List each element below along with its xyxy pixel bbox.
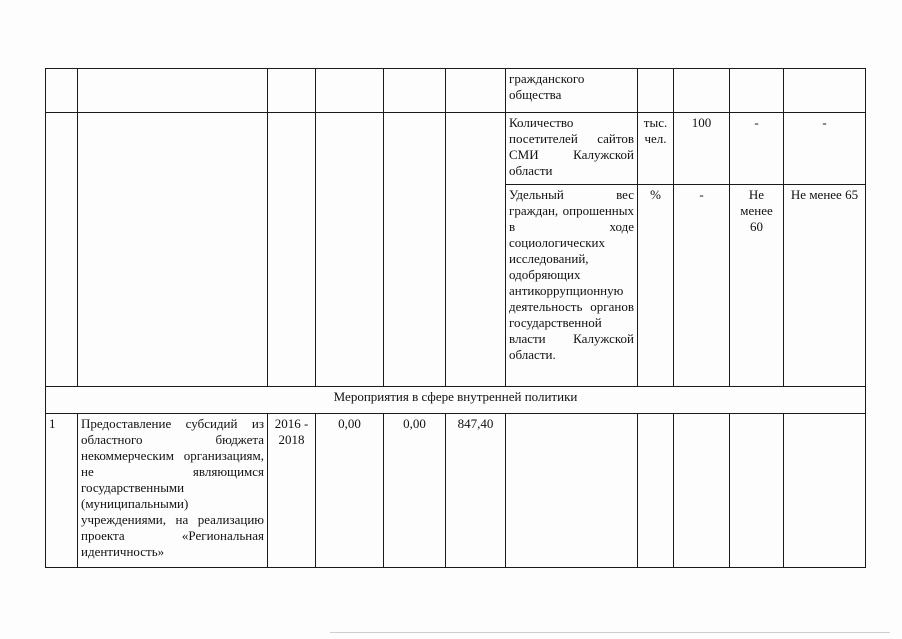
cell-amount-3 — [446, 69, 506, 113]
cell-value-2 — [730, 69, 784, 113]
cell-period — [268, 414, 316, 568]
cell-number — [46, 414, 78, 568]
cell-indicator — [506, 414, 638, 568]
cell-measure — [78, 69, 268, 113]
cell-amount-1 — [316, 414, 384, 568]
cell-number — [46, 113, 78, 387]
cell-indicator — [506, 185, 638, 387]
value-text: - — [699, 187, 704, 202]
table-row — [46, 69, 866, 113]
period-text: 2016 - 2018 — [274, 416, 309, 447]
measure-text: Предоставление субсидий из областного бюджета некоммерческим организациям, не являющимся государственными (муниципальными) учреждениями, на реализацию проекта «Региональная идентичность» — [81, 416, 264, 559]
cell-value-3 — [784, 414, 866, 568]
cell-value-1 — [674, 113, 730, 185]
program-indicators-table — [45, 68, 866, 568]
value-text: Не менее 60 — [740, 187, 773, 234]
value-text: - — [754, 115, 759, 130]
amount-text: 0,00 — [403, 416, 426, 431]
cell-amount-3 — [446, 414, 506, 568]
indicator-text: гражданского общества — [509, 71, 585, 102]
cell-amount-2 — [384, 113, 446, 387]
section-heading-row — [46, 387, 866, 414]
cell-unit — [638, 185, 674, 387]
cell-unit — [638, 414, 674, 568]
cell-value-1 — [674, 185, 730, 387]
section-heading-cell — [46, 387, 866, 414]
cell-value-1 — [674, 69, 730, 113]
amount-text: 0,00 — [338, 416, 361, 431]
cell-measure — [78, 113, 268, 387]
value-text: - — [822, 115, 827, 130]
table-row — [46, 113, 866, 185]
amount-text: 847,40 — [457, 416, 494, 431]
scan-artifact-line — [330, 632, 890, 633]
cell-period — [268, 69, 316, 113]
section-title: Мероприятия в сфере внутренней политики — [333, 389, 578, 404]
value-text: Не менее 65 — [790, 187, 859, 202]
indicator-text: Количество посетителей сайтов СМИ Калужской области — [509, 115, 634, 178]
cell-indicator — [506, 69, 638, 113]
cell-number — [46, 69, 78, 113]
cell-indicator — [506, 113, 638, 185]
cell-amount-1 — [316, 69, 384, 113]
unit-text: тыс. чел. — [643, 115, 668, 146]
cell-measure — [78, 414, 268, 568]
cell-period — [268, 113, 316, 387]
indicator-text: Удельный вес граждан, опрошенных в ходе социологических исследований, одобряющих антикоррупционную деятельность органов государственной власти Калужской области. — [509, 187, 634, 362]
cell-amount-2 — [384, 69, 446, 113]
cell-amount-2 — [384, 414, 446, 568]
cell-unit — [638, 113, 674, 185]
cell-value-2 — [730, 414, 784, 568]
unit-text: % — [650, 187, 661, 202]
cell-value-3 — [784, 113, 866, 185]
cell-value-3 — [784, 69, 866, 113]
row-number: 1 — [49, 416, 56, 431]
cell-amount-3 — [446, 113, 506, 387]
cell-unit — [638, 69, 674, 113]
cell-value-2 — [730, 113, 784, 185]
value-text: 100 — [691, 115, 712, 130]
cell-value-1 — [674, 414, 730, 568]
table-row — [46, 414, 866, 568]
cell-value-2 — [730, 185, 784, 387]
cell-value-3 — [784, 185, 866, 387]
cell-amount-1 — [316, 113, 384, 387]
